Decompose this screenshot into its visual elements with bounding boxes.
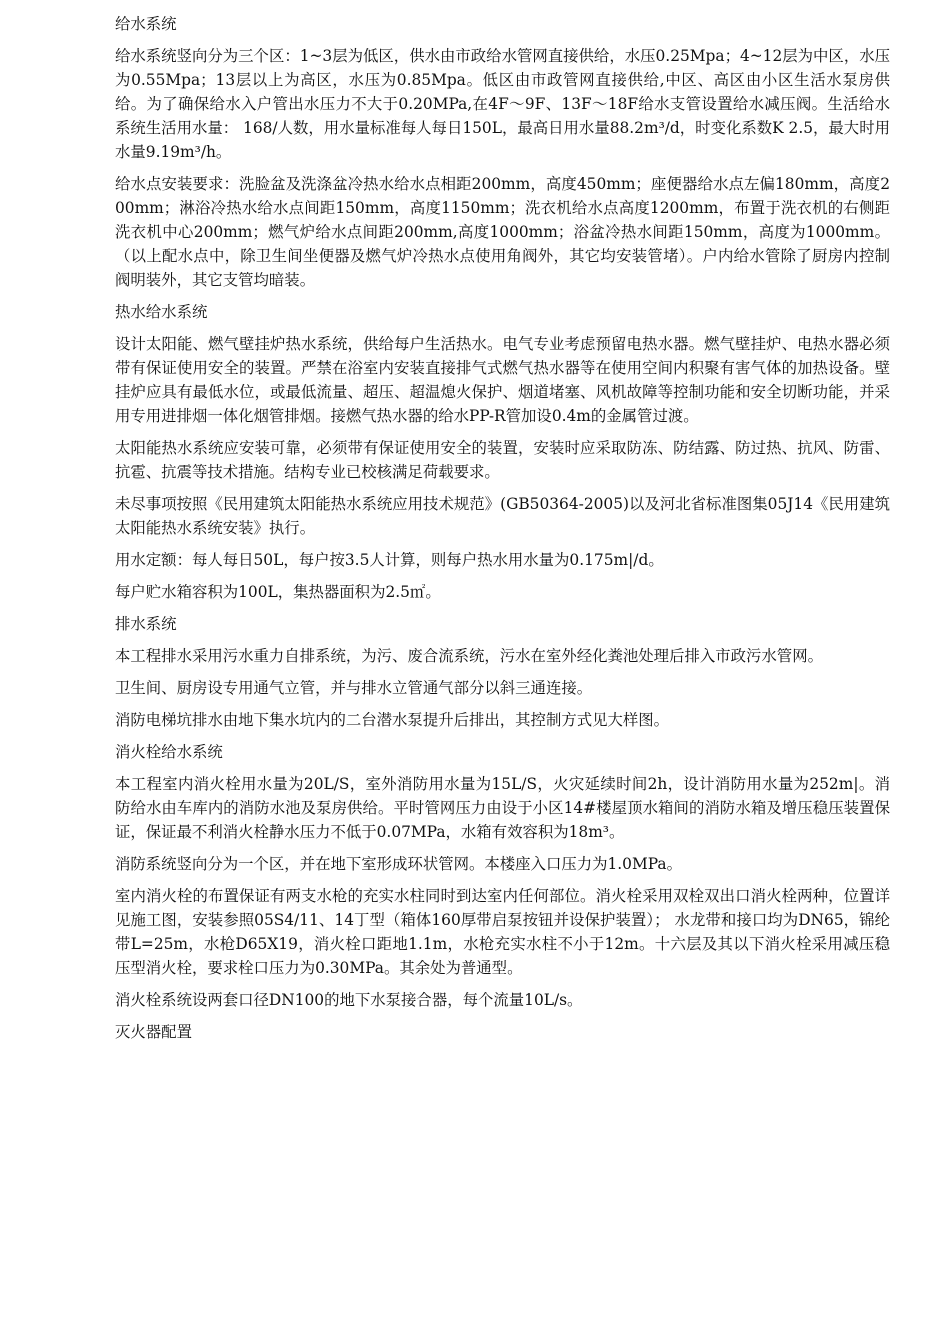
paragraph: 给水系统竖向分为三个区：1~3层为低区，供水由市政给水管网直接供给，水压0.25Mpa；4~12层为中区，水压为0.55Mpa；13层以上为高区，水压为0.85Mpa。低区由市政管网直接供给,中区、高区由小区生活水泵房供给。为了确保给水入户管出水压力不大于0.20MPa,在4F～9F、13F～18F给水支管设置给水减压阀。生活给水系统生活用水量： 168/人数，用水量标准每人每日150L，最高日用水量88.2m³/d，时变化系数K 2.5，最大时用水量9.19m³/h。 [115,47,890,161]
section-heading: 给水系统 [115,15,177,33]
paragraph: 太阳能热水系统应安装可靠，必须带有保证使用安全的装置，安装时应采取防冻、防结露、防过热、抗风、防雷、抗雹、抗震等技术措施。结构专业已校核满足荷载要求。 [115,439,890,481]
section-fire-hydrant [115,740,890,1012]
paragraph: 消火栓系统设两套口径DN100的地下水泵接合器，每个流量10L/s。 [115,991,583,1009]
section-drainage [115,612,890,732]
paragraph: 用水定额：每人每日50L，每户按3.5人计算，则每户热水用水量为0.175m|/d。 [115,551,664,569]
paragraph: 卫生间、厨房设专用通气立管，并与排水立管通气部分以斜三通连接。 [115,679,593,697]
paragraph: 本工程排水采用污水重力自排系统，为污、废合流系统，污水在室外经化粪池处理后排入市政污水管网。 [115,647,823,665]
paragraph: 设计太阳能、燃气壁挂炉热水系统，供给每户生活热水。电气专业考虑预留电热水器。燃气壁挂炉、电热水器必须带有保证使用安全的装置。严禁在浴室内安装直接排气式燃气热水器等在使用空间内积聚有害气体的加热设备。壁挂炉应具有最低水位，或最低流量、超压、超温熄火保护、烟道堵塞、风机故障等控制功能和安全切断功能，并采用专用进排烟一体化烟管排烟。接燃气热水器的给水PP-R管加设0.4m的金属管过渡。 [115,335,890,425]
section-hot-water-supply [115,300,890,604]
document-page [115,12,890,1052]
section-fire-extinguisher [115,1020,890,1044]
paragraph: 室内消火栓的布置保证有两支水枪的充实水柱同时到达室内任何部位。消火栓采用双栓双出口消火栓两种，位置详见施工图，安装参照05S4/11、14丁型（箱体160厚带启泵按钮并设保护装置）； 水龙带和接口均为DN65，锦纶带L=25m，水枪D65X19，消火栓口距地1.1m，水枪充实水柱不小于12m。十六层及其以下消火栓采用减压稳压型消火栓，要求栓口压力为0.30MPa。其余处为普通型。 [115,887,890,977]
section-heading: 灭火器配置 [115,1023,192,1041]
paragraph: 给水点安装要求：洗脸盆及洗涤盆冷热水给水点相距200mm，高度450mm；座便器给水点左偏180mm，高度200mm；淋浴冷热水给水点间距150mm，高度1150mm；洗衣机给水点高度1200mm，布置于洗衣机的右侧距洗衣机中心200mm；燃气炉给水点间距200mm,高度1000mm；浴盆冷热水间距150mm，高度为1000mm。（以上配水点中，除卫生间坐便器及燃气炉冷热水点使用角阀外，其它均安装管堵）。户内给水管除了厨房内控制阀明装外，其它支管均暗装。 [115,175,891,289]
section-heading: 排水系统 [115,615,177,633]
paragraph: 消防系统竖向分为一个区，并在地下室形成环状管网。本楼座入口压力为1.0MPa。 [115,855,682,873]
section-heading: 热水给水系统 [115,303,208,321]
paragraph: 未尽事项按照《民用建筑太阳能热水系统应用技术规范》(GB50364-2005)以及河北省标准图集05J14《民用建筑太阳能热水系统安装》执行。 [115,495,890,537]
paragraph: 本工程室内消火栓用水量为20L/S，室外消防用水量为15L/S，火灾延续时间2h，设计消防用水量为252m|。消防给水由车库内的消防水池及泵房供给。平时管网压力由设于小区14#楼屋顶水箱间的消防水箱及增压稳压装置保证，保证最不利消火栓静水压力不低于0.07MPa，水箱有效容积为18m³。 [115,775,890,841]
paragraph: 消防电梯坑排水由地下集水坑内的二台潜水泵提升后排出，其控制方式见大样图。 [115,711,670,729]
paragraph: 每户贮水箱容积为100L，集热器面积为2.5㎡。 [115,583,441,601]
section-heading: 消火栓给水系统 [115,743,223,761]
section-water-supply [115,12,890,292]
